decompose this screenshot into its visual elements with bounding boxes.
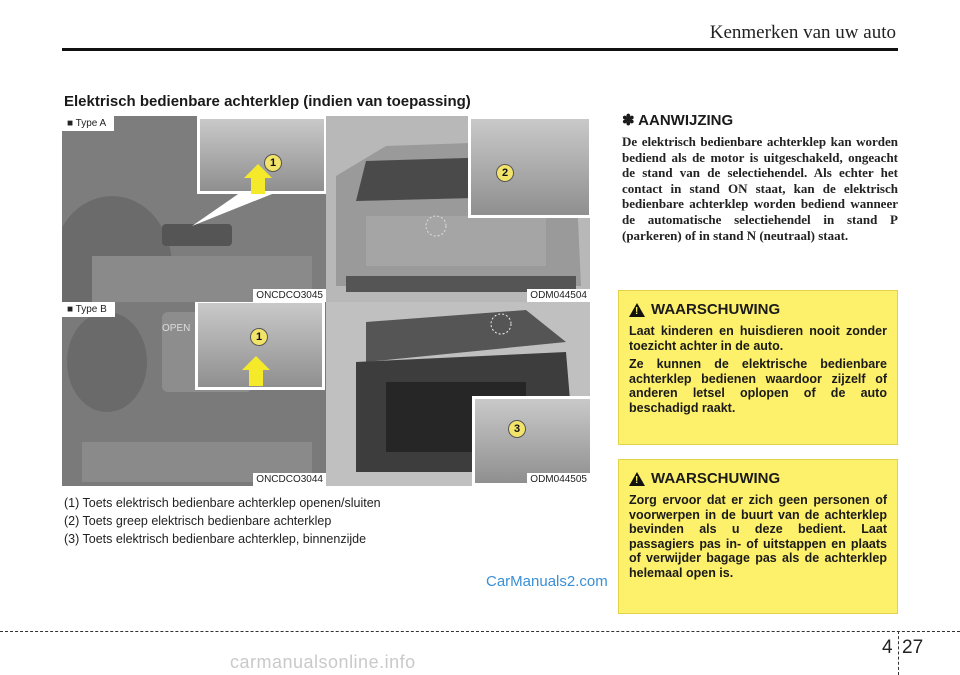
- callout-badge-2: 2: [496, 164, 514, 182]
- type-a-label: ■ Type A: [62, 116, 114, 131]
- handle-inset: [468, 116, 590, 218]
- figure-car-open: [326, 302, 590, 486]
- caption-3: (3) Toets elektrisch bedienbare achterklep, binnenzijde: [64, 532, 367, 546]
- figure-captions: [64, 494, 381, 548]
- watermark-link[interactable]: CarManuals2.com: [486, 573, 608, 590]
- warning-box-1: [618, 290, 898, 445]
- warning-text: Ze kunnen de elektrische bedienbare achterklep bedienen waardoor zijzelf of anderen letsel oplopen of de auto beschadigd raakt.: [629, 357, 887, 415]
- figure-type-a: [62, 116, 326, 302]
- caption-2: (2) Toets greep elektrisch bedienbare achterklep: [64, 514, 332, 528]
- page-separator: [898, 631, 899, 675]
- warning-icon: !: [629, 472, 645, 486]
- warning-text: Zorg ervoor dat er zich geen personen of voorwerpen in de buurt van de achterklep bevinden als u deze bedient. Laat passagiers pas in- of uitstappen en plaats of verwijder bagage pas als de achterklep helemaal open is.: [629, 493, 887, 580]
- figure-code: ODM044504: [527, 289, 590, 302]
- header-rule: [62, 48, 898, 51]
- type-b-label: ■ Type B: [62, 302, 115, 317]
- callout-badge-1: 1: [264, 154, 282, 172]
- callout-badge-1: 1: [250, 328, 268, 346]
- note-title: ✽ AANWIJZING: [622, 112, 734, 129]
- figure-code: ONCDCO3045: [253, 289, 326, 302]
- warning-title: WAARSCHUWING: [651, 470, 781, 487]
- arrow-up-icon: [242, 356, 270, 370]
- warning-title: WAARSCHUWING: [651, 301, 781, 318]
- bottom-watermark: carmanualsonline.info: [230, 652, 416, 672]
- figure-code: ODM044505: [527, 473, 590, 486]
- callout-badge-3: 3: [508, 420, 526, 438]
- warning-text: Laat kinderen en huisdieren nooit zonder toezicht achter in de auto.: [629, 324, 887, 353]
- header-title: Kenmerken van uw auto: [709, 22, 896, 43]
- warning-box-2: [618, 459, 898, 614]
- chapter-number: 4: [882, 637, 893, 658]
- footer-rule: [0, 631, 960, 632]
- open-label: OPEN: [162, 323, 191, 334]
- arrow-up-icon: [244, 164, 272, 178]
- figure-type-b: [62, 302, 326, 486]
- caption-1: (1) Toets elektrisch bedienbare achterklep openen/sluiten: [64, 496, 381, 510]
- warning-icon: !: [629, 303, 645, 317]
- arrow-stem: [249, 370, 263, 386]
- figure-car-closed: [326, 116, 590, 302]
- section-title: Elektrisch bedienbare achterklep (indien van toepassing): [64, 93, 471, 110]
- note-body: De elektrisch bedienbare achterklep kan worden bediend als de motor is uitgeschakeld, ongeacht de stand van de selectiehendel. Als echter het contact in stand ON staat, kan de elektrisch bedienbare achterklep worden bediend wanneer de automatische selectiehendel in stand P (parkeren) of in stand N (neutraal) staat.: [622, 134, 898, 243]
- arrow-stem: [251, 178, 265, 194]
- page-number: 27: [902, 637, 924, 658]
- figure-code: ONCDCO3044: [253, 473, 326, 486]
